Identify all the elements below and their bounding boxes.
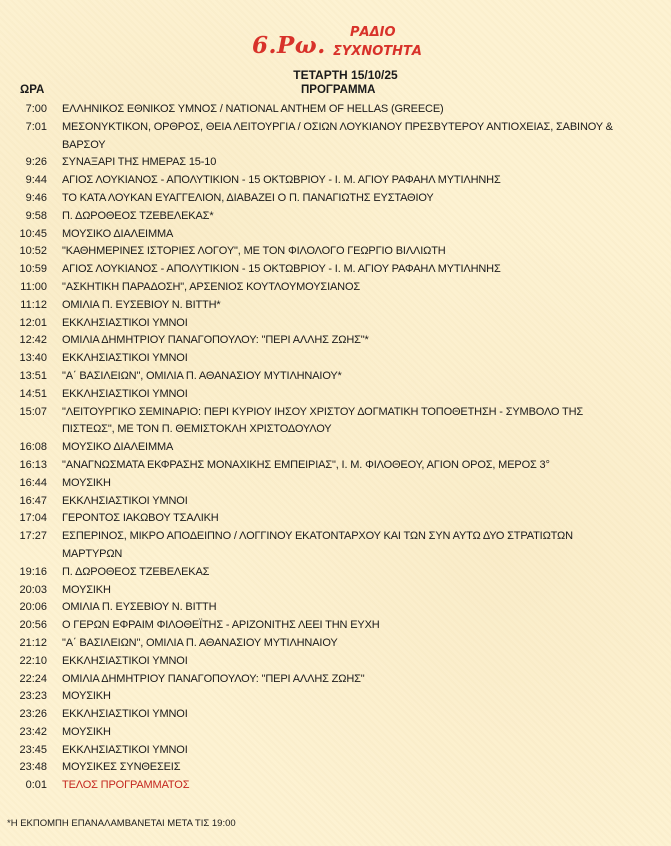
schedule-row xyxy=(0,297,671,315)
schedule-time: 12:01 xyxy=(19,316,47,329)
schedule-time: 9:44 xyxy=(25,174,47,187)
schedule-time: 16:08 xyxy=(19,441,47,454)
schedule-row xyxy=(0,582,671,600)
schedule-title: ΑΓΙΟΣ ΛΟΥΚΙΑΝΟΣ - ΑΠΟΛΥΤΙΚΙΟΝ - 15 ΟΚΤΩΒΡΙΟΥ - Ι. Μ. ΑΓΙΟΥ ΡΑΦΑΗΛ ΜΥΤΙΛΗΝΗΣ xyxy=(62,174,501,187)
schedule-title: ΟΜΙΛΙΑ Π. ΕΥΣΕΒΙΟΥ Ν. ΒΙΤΤΗ* xyxy=(62,298,221,311)
schedule-time: 23:48 xyxy=(19,761,47,774)
schedule-row xyxy=(0,564,671,582)
schedule-title: ΜΟΥΣΙΚΗ xyxy=(62,690,111,703)
schedule-time: 22:10 xyxy=(19,654,47,667)
schedule-row xyxy=(0,706,671,724)
schedule-title: ΕΚΚΛΗΣΙΑΣΤΙΚΟΙ ΥΜΝΟΙ xyxy=(62,352,188,365)
schedule-title: ΕΚΚΛΗΣΙΑΣΤΙΚΟΙ ΥΜΝΟΙ xyxy=(62,494,188,507)
schedule-row xyxy=(0,279,671,297)
frequency-label: ΣΥΧΝΟΤΗΤΑ xyxy=(333,44,422,59)
schedule-title: ΜΕΣΟΝΥΚΤΙΚΟΝ, ΟΡΘΡΟΣ, ΘΕΙΑ ΛΕΙΤΟΥΡΓΙΑ / ΟΣΙΩΝ ΛΟΥΚΙΑΝΟΥ ΠΡΕΣΒΥΤΕΡΟΥ ΑΝΤΙΟΧΕΙΑΣ, ΣΑΒΙΝΟΥ & ΒΑΡΣΟΥ xyxy=(62,120,613,151)
schedule-title: ΕΚΚΛΗΣΙΑΣΤΙΚΟΙ ΥΜΝΟΙ xyxy=(62,316,188,329)
schedule-title: "Α΄ ΒΑΣΙΛΕΙΩΝ", ΟΜΙΛΙΑ Π. ΑΘΑΝΑΣΙΟΥ ΜΥΤΙΛΗΝΑΙΟΥ* xyxy=(62,369,342,382)
schedule-row xyxy=(0,457,671,475)
schedule-time: 13:51 xyxy=(19,369,47,382)
schedule-time: 14:51 xyxy=(19,387,47,400)
schedule-time: 23:23 xyxy=(19,690,47,703)
schedule-time: 15:07 xyxy=(19,405,47,418)
schedule-row xyxy=(0,528,671,564)
schedule-title: ΟΜΙΛΙΑ ΔΗΜΗΤΡΙΟΥ ΠΑΝΑΓΟΠΟΥΛΟΥ: "ΠΕΡΙ ΑΛΛΗΣ ΖΩΗΣ" xyxy=(62,672,365,685)
schedule-time: 21:12 xyxy=(19,636,47,649)
schedule-row xyxy=(0,493,671,511)
schedule-title: "ΛΕΙΤΟΥΡΓΙΚΟ ΣΕΜΙΝΑΡΙΟ: ΠΕΡΙ ΚΥΡΙΟΥ ΙΗΣΟΥ ΧΡΙΣΤΟΥ ΔΟΓΜΑΤΙΚΗ ΤΟΠΟΘΕΤΗΣΗ - ΣΥΜΒΟΛΟ ΤΗΣ ΠΙΣΤΕΩΣ", ΜΕ ΤΟΝ Π. ΘΕΜΙΣΤΟΚΛΗ ΧΡΙΣΤΟΔΟΥΛΟΥ xyxy=(62,405,584,436)
schedule-time: 16:44 xyxy=(19,476,47,489)
schedule-row xyxy=(0,154,671,172)
schedule-row xyxy=(0,599,671,617)
schedule-time: 20:03 xyxy=(19,583,47,596)
schedule-title: ΕΛΛΗΝΙΚΟΣ ΕΘΝΙΚΟΣ ΥΜΝΟΣ / NATIONAL ANTHEM OF HELLAS (GREECE) xyxy=(62,103,444,115)
schedule-title: Π. ΔΩΡΟΘΕΟΣ ΤΖΕΒΕΛΕΚΑΣ* xyxy=(62,209,214,222)
schedule-time: 7:01 xyxy=(25,120,47,133)
program-schedule xyxy=(0,101,671,795)
schedule-time: 23:42 xyxy=(19,725,47,738)
schedule-time: 9:58 xyxy=(25,209,47,222)
schedule-title: ΜΟΥΣΙΚΗ xyxy=(62,725,111,738)
schedule-time: 9:46 xyxy=(25,191,47,204)
schedule-time: 12:42 xyxy=(19,334,47,347)
schedule-title: ΕΚΚΛΗΣΙΑΣΤΙΚΟΙ ΥΜΝΟΙ xyxy=(62,743,188,756)
schedule-title: ΤΕΛΟΣ ΠΡΟΓΡΑΜΜΑΤΟΣ xyxy=(62,779,190,792)
rebroadcast-footnote: *Η ΕΚΠΟΜΠΗ ΕΠΑΝΑΛΑΜΒΑΝΕΤΑΙ ΜΕΤΑ ΤΙΣ 19:00 xyxy=(7,818,236,829)
schedule-row xyxy=(0,759,671,777)
schedule-time: 10:59 xyxy=(19,263,47,276)
schedule-row xyxy=(0,315,671,333)
schedule-title: "ΚΑΘΗΜΕΡΙΝΕΣ ΙΣΤΟΡΙΕΣ ΛΟΓΟΥ", ΜΕ ΤΟΝ ΦΙΛΟΛΟΓΟ ΓΕΩΡΓΙΟ ΒΙΛΛΙΩΤΗ xyxy=(62,245,446,258)
station-header xyxy=(0,14,671,64)
schedule-title: ΕΚΚΛΗΣΙΑΣΤΙΚΟΙ ΥΜΝΟΙ xyxy=(62,387,188,400)
schedule-time: 23:26 xyxy=(19,708,47,721)
schedule-title: ΕΚΚΛΗΣΙΑΣΤΙΚΟΙ ΥΜΝΟΙ xyxy=(62,654,188,667)
schedule-title: ΕΣΠΕΡΙΝΟΣ, ΜΙΚΡΟ ΑΠΟΔΕΙΠΝΟ / ΛΟΓΓΙΝΟΥ ΕΚΑΤΟΝΤΑΡΧΟΥ ΚΑΙ ΤΩΝ ΣΥΝ ΑΥΤΩ ΔΥΟ ΣΤΡΑΤΙΩΤΩΝ ΜΑΡΤΥΡΩΝ xyxy=(62,530,573,560)
schedule-row xyxy=(0,475,671,493)
schedule-title: ΕΚΚΛΗΣΙΑΣΤΙΚΟΙ ΥΜΝΟΙ xyxy=(62,708,188,721)
schedule-time: 19:16 xyxy=(19,565,47,578)
schedule-row xyxy=(0,635,671,653)
schedule-title: ΜΟΥΣΙΚΗ xyxy=(62,583,111,596)
schedule-row xyxy=(0,724,671,742)
schedule-title: ΟΜΙΛΙΑ Π. ΕΥΣΕΒΙΟΥ Ν. ΒΙΤΤΗ xyxy=(62,601,217,614)
schedule-time: 17:04 xyxy=(19,512,47,525)
schedule-time: 7:00 xyxy=(25,103,47,115)
broadcast-date: ΤΕΤΑΡΤΗ 15/10/25 xyxy=(293,68,398,82)
schedule-time: 17:27 xyxy=(19,530,47,543)
schedule-row xyxy=(0,777,671,795)
schedule-title: ΣΥΝΑΞΑΡΙ ΤΗΣ ΗΜΕΡΑΣ 15-10 xyxy=(62,156,217,169)
schedule-row xyxy=(0,439,671,457)
schedule-time: 13:40 xyxy=(19,352,47,365)
schedule-time: 11:12 xyxy=(20,298,47,311)
schedule-time: 16:13 xyxy=(19,458,47,471)
schedule-title: Π. ΔΩΡΟΘΕΟΣ ΤΖΕΒΕΛΕΚΑΣ xyxy=(62,565,210,578)
schedule-time: 23:45 xyxy=(19,743,47,756)
schedule-row xyxy=(0,226,671,244)
schedule-row xyxy=(0,190,671,208)
schedule-row xyxy=(0,208,671,226)
schedule-title: Ο ΓΕΡΩΝ ΕΦΡΑΙΜ ΦΙΛΟΘΕΪΤΗΣ - ΑΡΙΖΟΝΙΤΗΣ ΛΕΕΙ ΤΗΝ ΕΥΧΗ xyxy=(62,619,380,632)
schedule-row xyxy=(0,368,671,386)
schedule-time: 11:00 xyxy=(20,280,47,293)
schedule-row xyxy=(0,688,671,706)
schedule-row xyxy=(0,617,671,635)
schedule-time: 10:45 xyxy=(19,227,47,240)
schedule-row xyxy=(0,350,671,368)
schedule-title: ΜΟΥΣΙΚΗ xyxy=(62,476,111,489)
station-logo: 6.Ρω. xyxy=(252,32,326,59)
schedule-row xyxy=(0,404,671,440)
schedule-row xyxy=(0,386,671,404)
radio-label: ΡΑΔΙΟ xyxy=(350,25,396,40)
schedule-title: ΑΓΙΟΣ ΛΟΥΚΙΑΝΟΣ - ΑΠΟΛΥΤΙΚΙΟΝ - 15 ΟΚΤΩΒΡΙΟΥ - Ι. Μ. ΑΓΙΟΥ ΡΑΦΑΗΛ ΜΥΤΙΛΗΝΗΣ xyxy=(62,263,501,276)
schedule-title: ΜΟΥΣΙΚΟ ΔΙΑΛΕΙΜΜΑ xyxy=(62,227,174,240)
schedule-row xyxy=(0,510,671,528)
schedule-title: ΓΕΡΟΝΤΟΣ ΙΑΚΩΒΟΥ ΤΣΑΛΙΚΗ xyxy=(62,512,219,525)
schedule-title: ΤΟ ΚΑΤΑ ΛΟΥΚΑΝ ΕΥΑΓΓΕΛΙΟΝ, ΔΙΑΒΑΖΕΙ Ο Π. ΠΑΝΑΓΙΩΤΗΣ ΕΥΣΤΑΘΙΟΥ xyxy=(62,191,434,204)
schedule-time: 10:52 xyxy=(19,245,47,258)
schedule-title: "ΑΣΚΗΤΙΚΗ ΠΑΡΑΔΟΣΗ", ΑΡΣΕΝΙΟΣ ΚΟΥΤΛΟΥΜΟΥΣΙΑΝΟΣ xyxy=(62,280,361,293)
schedule-title: ΟΜΙΛΙΑ ΔΗΜΗΤΡΙΟΥ ΠΑΝΑΓΟΠΟΥΛΟΥ: "ΠΕΡΙ ΑΛΛΗΣ ΖΩΗΣ"* xyxy=(62,334,369,347)
schedule-row xyxy=(0,119,671,155)
schedule-time: 9:26 xyxy=(25,156,47,169)
schedule-row xyxy=(0,261,671,279)
schedule-row xyxy=(0,671,671,689)
schedule-time: 16:47 xyxy=(19,494,47,507)
schedule-row xyxy=(0,172,671,190)
schedule-title: ΜΟΥΣΙΚΟ ΔΙΑΛΕΙΜΜΑ xyxy=(62,441,174,454)
schedule-row xyxy=(0,742,671,760)
schedule-time: 0:01 xyxy=(25,779,47,792)
schedule-title: ΜΟΥΣΙΚΕΣ ΣΥΝΘΕΣΕΙΣ xyxy=(62,761,181,774)
schedule-time: 20:56 xyxy=(19,619,47,632)
time-column-header: ΩΡΑ xyxy=(20,84,45,96)
schedule-row xyxy=(0,101,671,119)
schedule-row xyxy=(0,653,671,671)
program-column-header: ΠΡΟΓΡΑΜΜΑ xyxy=(301,84,376,96)
schedule-title: "Α΄ ΒΑΣΙΛΕΙΩΝ", ΟΜΙΛΙΑ Π. ΑΘΑΝΑΣΙΟΥ ΜΥΤΙΛΗΝΑΙΟΥ xyxy=(62,636,338,649)
schedule-row xyxy=(0,243,671,261)
schedule-time: 22:24 xyxy=(19,672,47,685)
schedule-title: "ΑΝΑΓΝΩΣΜΑΤΑ ΕΚΦΡΑΣΗΣ ΜΟΝΑΧΙΚΗΣ ΕΜΠΕΙΡΙΑΣ", Ι. Μ. ΦΙΛΟΘΕΟΥ, ΑΓΙΟΝ ΟΡΟΣ, ΜΕΡΟΣ 3° xyxy=(62,458,550,471)
schedule-row xyxy=(0,332,671,350)
schedule-time: 20:06 xyxy=(19,601,47,614)
